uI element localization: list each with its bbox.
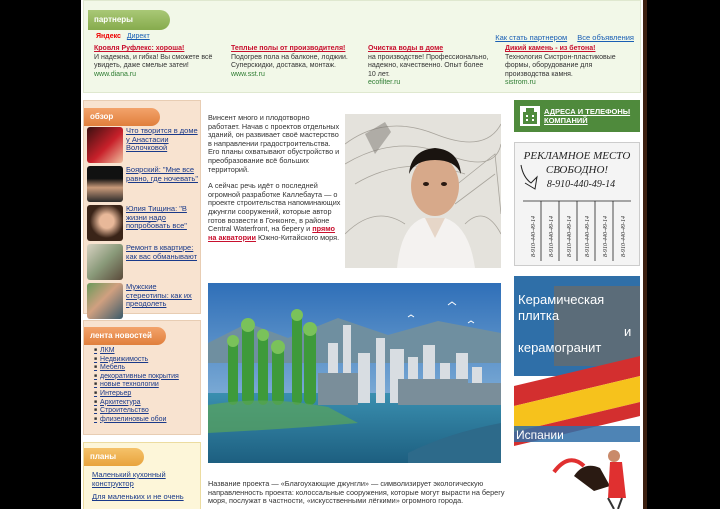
list-item[interactable] — [87, 244, 199, 282]
ad-url[interactable]: sistrom.ru — [505, 79, 536, 86]
news-list — [94, 347, 179, 424]
partner-ad[interactable] — [231, 45, 353, 79]
obzor-list — [87, 127, 199, 322]
tile-title-line1: Керамическая — [518, 292, 605, 307]
ad-title[interactable]: Теплые полы от производителя! — [231, 45, 346, 52]
partner-ad[interactable] — [505, 45, 627, 88]
left-column — [83, 100, 201, 509]
avatar[interactable] — [87, 166, 123, 202]
ad-title[interactable]: Очистка воды в доме — [368, 45, 444, 52]
direct-link[interactable]: Директ — [126, 33, 150, 40]
ad-url[interactable]: www.diana.ru — [94, 70, 137, 78]
news-item[interactable]: ■ ЛКМ — [94, 347, 179, 356]
obzor-block — [83, 100, 201, 314]
tile-title-line4: керамогранит — [518, 340, 602, 355]
avatar[interactable] — [87, 244, 123, 280]
window-edge — [643, 0, 647, 509]
obzor-link[interactable]: Юлия Тищина: "В жизни надо попробовать все" — [126, 204, 187, 230]
news-item[interactable]: ■ декоративные покрытия — [94, 373, 179, 382]
list-item[interactable] — [87, 205, 199, 243]
plans-block — [83, 442, 201, 509]
ad-phone-tab: 8-910-440-49-14 — [567, 216, 573, 257]
ad-title[interactable]: Дикий камень - из бетона! — [505, 45, 596, 52]
image-caption: Название проекта — «Благоухающие джунгли» — символизирует экологическую направленность проекта: колоссальные сооружения, которые могут вырасти на берегу моря, послужат в частности, «искусственными лёгкими» огромного города. — [208, 479, 505, 506]
page-frame — [81, 0, 643, 509]
partner-ad[interactable] — [368, 45, 490, 88]
ad-phone-tab: 8-910-440-49-14 — [621, 216, 627, 257]
ad-phone-tab: 8-910-440-49-14 — [585, 216, 591, 257]
plans-link[interactable]: Для маленьких и не очень — [92, 492, 184, 501]
lead-text: Южно-Китайского моря. — [258, 232, 340, 242]
obzor-link[interactable]: Что творится в доме у Анастасии Волочковой — [126, 126, 198, 152]
ad-phone-tab: 8-910-440-49-14 — [549, 216, 555, 257]
ad-space-phone: 8-910-440-49-14 — [546, 179, 616, 190]
plans-tab: планы — [84, 448, 144, 466]
ad-text: Подогрев пола на балконе, лоджии. Суперскидки, доставка, монтаж. — [231, 53, 348, 69]
architect-photo — [345, 114, 501, 268]
tile-title-line3: и — [624, 324, 632, 339]
list-item[interactable] — [87, 166, 199, 204]
all-ads-link[interactable]: Все объявления — [577, 33, 634, 42]
news-item[interactable]: ■ Недвижимость — [94, 356, 179, 365]
building-icon — [520, 106, 540, 126]
news-item[interactable]: ■ Интерьер — [94, 390, 179, 399]
lead-paragraph: Винсент много и плодотворно работает. Начав с проектов отдельных зданий, он развивает своё мастерство в направлении градостроительства. Его планы охватывают обустройство и преобразование всё больших территорий. — [208, 113, 340, 174]
avatar[interactable] — [87, 283, 123, 319]
ad-url[interactable]: www.sst.ru — [231, 70, 265, 78]
ad-phone-tab: 8-910-440-49-14 — [603, 216, 609, 257]
tile-title-line5: Испании — [516, 428, 564, 442]
ad-title[interactable]: Кровля Руфлекс: хороша! — [94, 45, 185, 52]
partner-links — [487, 33, 634, 42]
list-item[interactable] — [87, 283, 199, 321]
list-item[interactable] — [87, 127, 199, 165]
yandex-direct[interactable] — [96, 33, 150, 40]
ad-text: И надежна, и гибка! Вы сможете всё увидеть, даже смелые затеи! — [94, 53, 213, 69]
ad-phone-tab: 8-910-440-49-14 — [531, 216, 537, 257]
plans-link[interactable]: Маленький кухонный конструктор — [92, 470, 166, 488]
news-item[interactable]: ■ Мебель — [94, 364, 179, 373]
news-item[interactable]: ■ флизелиновые обои — [94, 416, 179, 425]
obzor-link[interactable]: Ремонт в квартире: как вас обманывают — [126, 243, 198, 261]
news-tab: лента новостей — [84, 327, 166, 345]
ad-url[interactable]: ecofilter.ru — [368, 79, 401, 86]
lead-text: А сейчас речь идёт о последней огромной разработке Каллебаута — о проекте строительства напоминающих джунгли сооружений, которые автор готов возвести в Гонконге, в районе Central Waterfront, на берегу и — [208, 181, 341, 234]
ad-space-banner[interactable] — [514, 142, 640, 266]
partner-ad[interactable] — [94, 45, 216, 79]
company-directory-label[interactable]: АДРЕСА И ТЕЛЕФОНЫ КОМПАНИЙ — [544, 107, 631, 125]
partners-block — [83, 0, 641, 93]
avatar[interactable] — [87, 205, 123, 241]
right-column — [514, 100, 640, 509]
partners-tab: партнеры — [88, 10, 170, 30]
news-item[interactable]: ■ Архитектура — [94, 399, 179, 408]
company-directory-banner[interactable] — [514, 100, 640, 132]
news-item[interactable]: ■ Строительство — [94, 407, 179, 416]
obzor-link[interactable]: Мужские стереотипы: как их преодолеть — [126, 282, 192, 308]
article-lead — [208, 114, 342, 242]
spanish-tile-banner[interactable] — [514, 276, 640, 509]
ad-space-line2: СВОБОДНО! — [545, 164, 609, 176]
lead-link[interactable]: прямо на акватории — [208, 224, 336, 242]
city-render-image — [208, 283, 501, 463]
become-partner-link[interactable]: Как стать партнером — [495, 33, 568, 42]
obzor-link[interactable]: Боярский: "Мне все равно, где ночевать" — [126, 165, 198, 183]
ad-text: на производстве! Профессионально, надежно, качественно. Опыт более 10 лет. — [368, 53, 489, 78]
ad-text: Технология Систрон-пластиковые формы, оборудование для производства камня. — [505, 53, 616, 78]
yandex-logo: Яндекс — [96, 33, 121, 40]
news-item[interactable]: ■ новые технологии — [94, 381, 179, 390]
ad-space-line1: РЕКЛАМНОЕ МЕСТО — [523, 150, 631, 162]
obzor-tab: обзор — [84, 108, 160, 126]
avatar[interactable] — [87, 127, 123, 163]
article — [205, 100, 505, 509]
news-block — [83, 320, 201, 435]
lead-paragraph — [208, 182, 342, 242]
tile-title-line2: плитка — [518, 308, 560, 323]
